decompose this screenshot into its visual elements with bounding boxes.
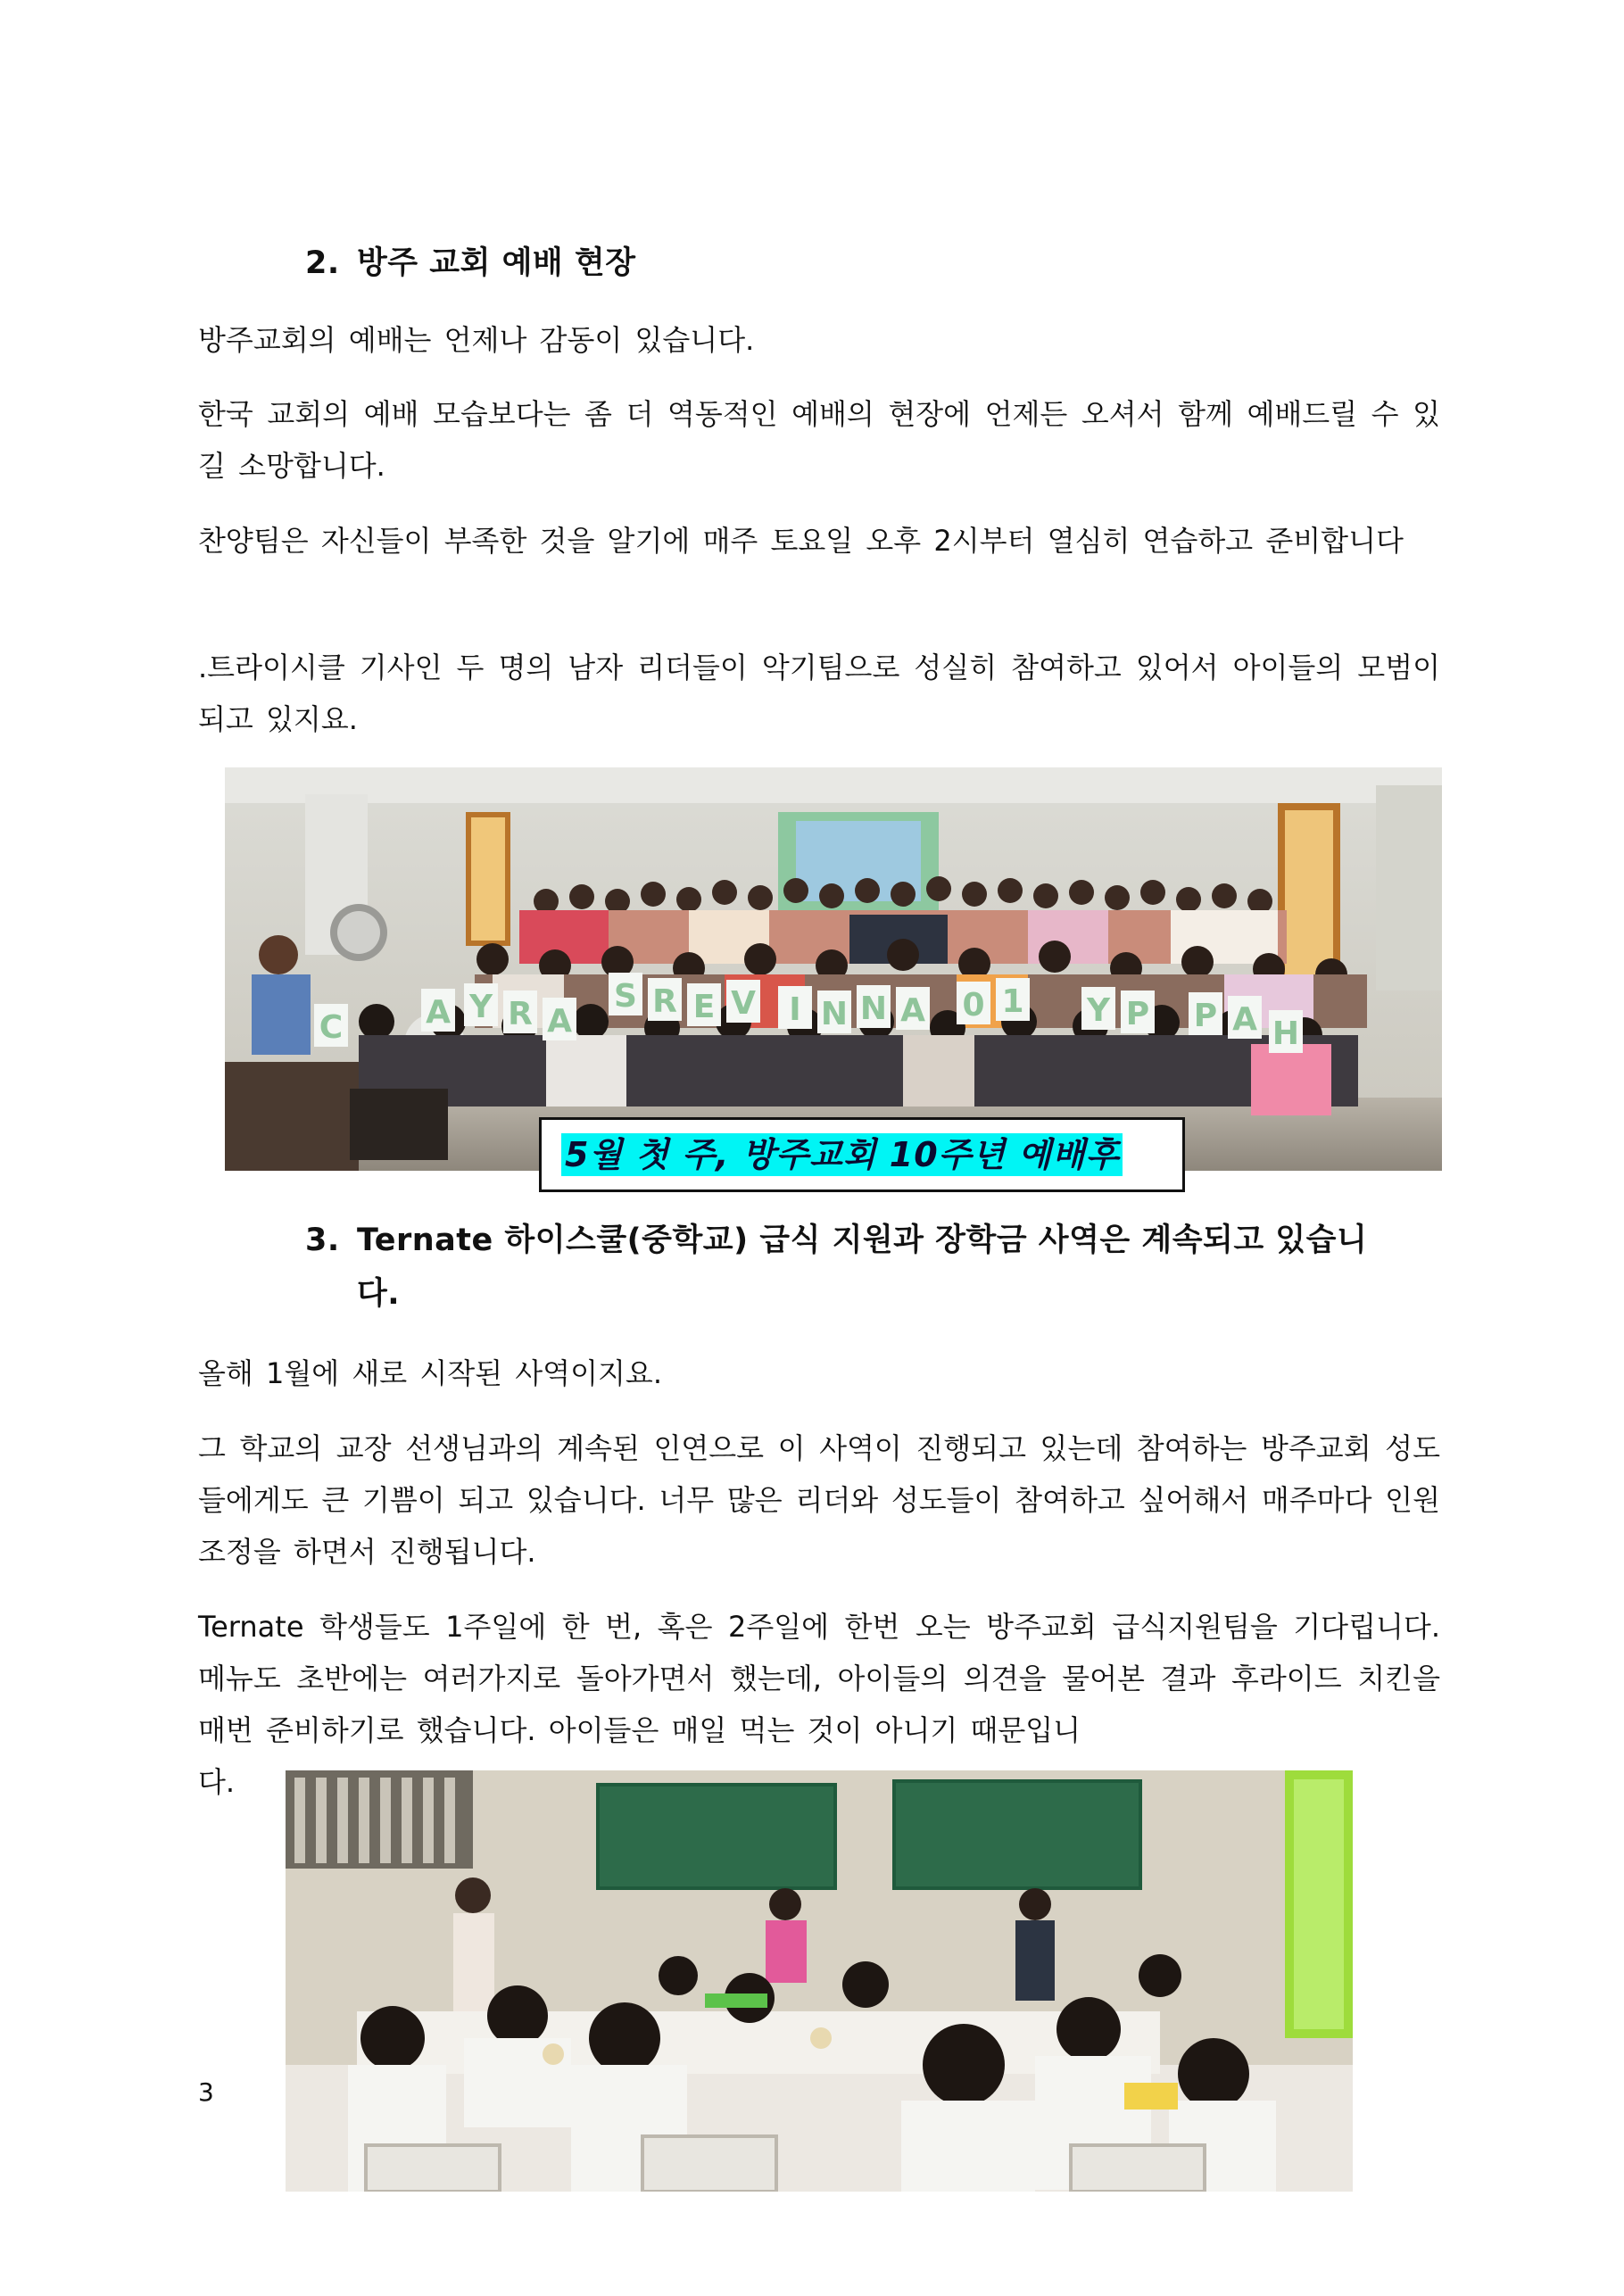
banner-letter: I	[789, 991, 801, 1028]
section-2-heading	[305, 236, 636, 290]
page-number: 3	[198, 2077, 214, 2107]
banner-letter: A	[900, 992, 925, 1029]
banner-letter: N	[859, 991, 888, 1027]
banner-letter: 0	[962, 987, 985, 1024]
section-2-title: 방주 교회 예배 현장	[357, 245, 636, 281]
cafeteria-photo	[286, 1770, 1353, 2192]
banner-letter: A	[1232, 1001, 1257, 1038]
paragraph: 그 학교의 교장 선생님과의 계속된 인연으로 이 사역이 진행되고 있는데 참여하는 방주교회 성도들에게도 큰 기쁨이 되고 있습니다. 너무 많은 리더와 성도들이 참여하고 싶어해서 매주마다 인원조정을 하면서 진행됩니다.	[198, 1431, 1440, 1569]
paragraph: 한국 교회의 예배 모습보다는 좀 더 역동적인 예배의 현장에 언제든 오셔서 함께 예배드릴 수 있길 소망합니다.	[198, 397, 1440, 483]
banner-letter: H	[1272, 1015, 1300, 1052]
paragraph: 방주교회의 예배는 언제나 감동이 있습니다.	[198, 323, 755, 357]
paragraph: Ternate 학생들도 1주일에 한 번, 혹은 2주일에 한번 오는 방주교회 급식지원팀을 기다립니다. 메뉴도 초반에는 여러가지로 돌아가면서 했는데, 아이들의 의견을 물어본 결과 후라이드 치킨을 매번 준비하기로 했습니다. 아이들은 매일 먹는 것이 아니기 때문입니	[198, 1610, 1440, 1747]
banner-letter: A	[426, 994, 451, 1031]
banner-letter: N	[820, 996, 849, 1032]
banner-letter: 1	[1001, 983, 1024, 1020]
banner-letter: R	[508, 996, 533, 1032]
banner-letter: P	[1125, 996, 1150, 1032]
banner-letter: S	[614, 978, 637, 1015]
cafeteria-photo-illustration	[286, 1770, 1353, 2192]
section-3-title-line-2: 다.	[357, 1276, 401, 1312]
photo-caption-box	[539, 1117, 1185, 1192]
banner-letter: P	[1193, 998, 1218, 1034]
section-3-heading	[305, 1214, 1440, 1321]
section-3-title-line-1: Ternate 하이스쿨(중학교) 급식 지원과 장학금 사역은 계속되고 있습니	[357, 1223, 1368, 1258]
banner-letter: E	[692, 989, 716, 1025]
section-3-number: 3.	[305, 1223, 340, 1258]
church-group-photo	[225, 767, 1442, 1171]
photo-caption: 5월 첫 주, 방주교회 10주년 예배후	[561, 1133, 1123, 1176]
paragraph: .트라이시클 기사인 두 명의 남자 리더들이 악기팀으로 성실히 참여하고 있어서 아이들의 모범이 되고 있지요.	[198, 651, 1440, 736]
paragraph: 올해 1월에 새로 시작된 사역이지요.	[198, 1356, 662, 1390]
section-2-number: 2.	[305, 245, 340, 281]
banner-letter: Y	[468, 989, 493, 1025]
banner-letter: Y	[1086, 992, 1111, 1029]
banner-letter: A	[547, 1003, 572, 1040]
church-photo-illustration	[225, 767, 1442, 1171]
paragraph: 찬양팀은 자신들이 부족한 것을 알기에 매주 토요일 오후 2시부터 열심히 연습하고 준비합니다	[198, 524, 1404, 558]
banner-letter: C	[319, 1009, 344, 1046]
banner-letter: V	[731, 985, 756, 1022]
paragraph-end: 다.	[198, 1765, 236, 1799]
banner-letter: R	[652, 983, 677, 1020]
